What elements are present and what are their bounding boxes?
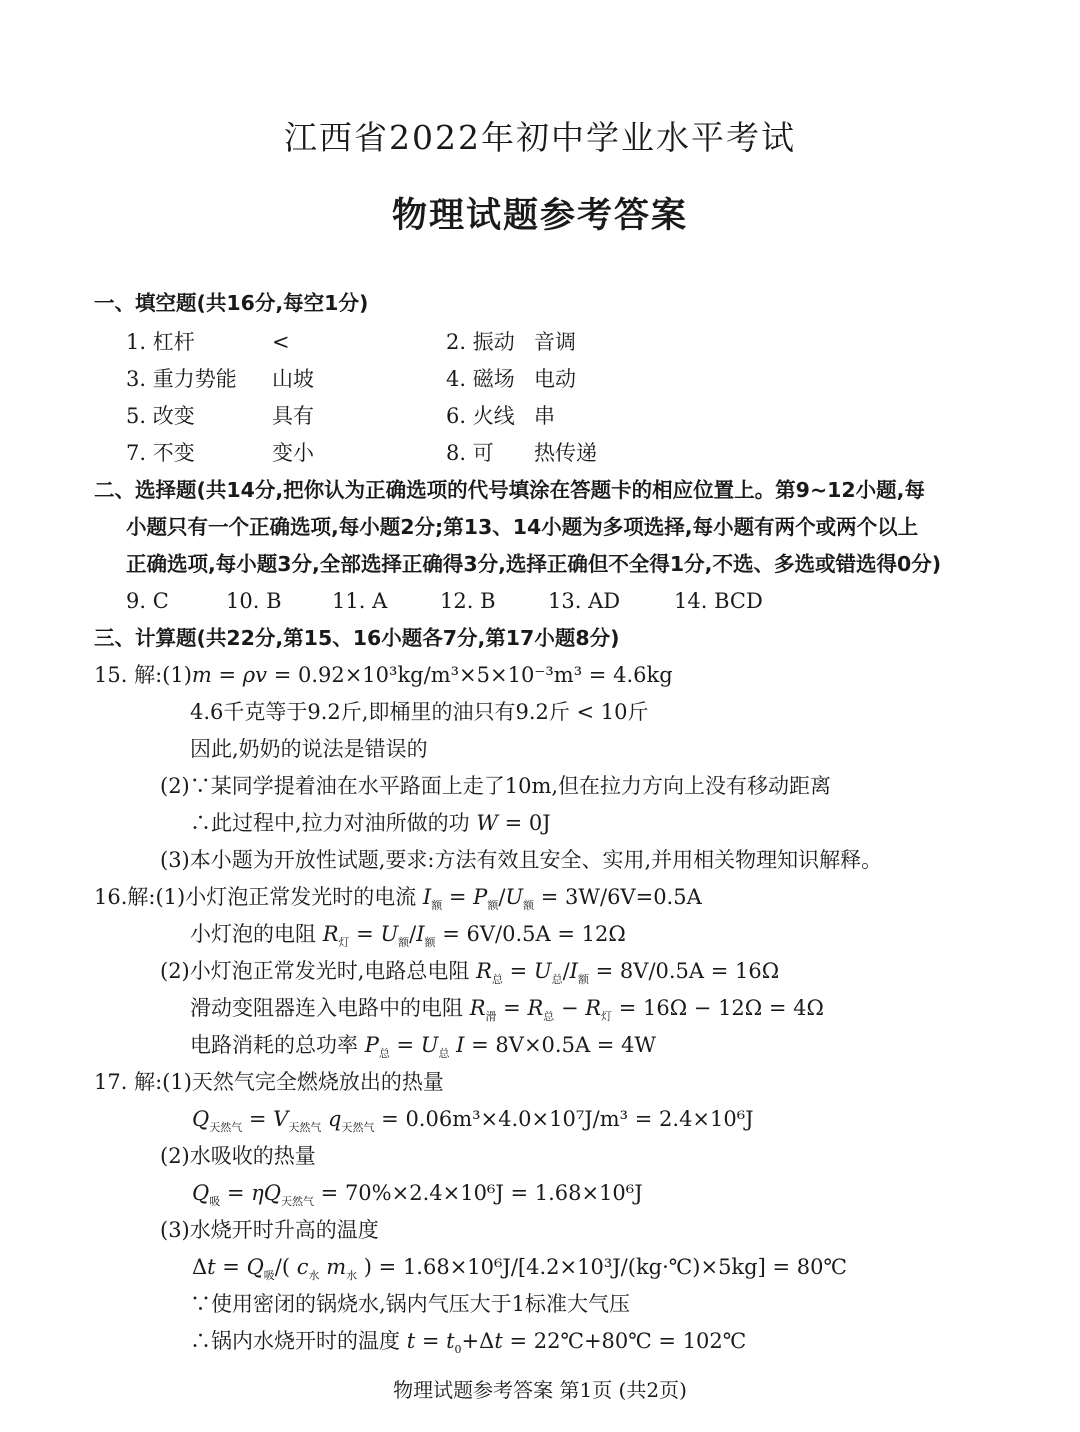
exam-title: 江西省2022年初中学业水平考试 xyxy=(284,118,796,157)
q15-line5: ∴此过程中,拉力对油所做的功 W = 0J xyxy=(190,811,551,835)
q15-line6: (3)本小题为开放性试题,要求:方法有效且安全、实用,并用相关物理知识解释。 xyxy=(160,848,883,872)
q17-line3: (2)水吸收的热量 xyxy=(160,1144,316,1168)
answer-1b: < xyxy=(272,330,290,354)
choice-answer-13: 13. AD xyxy=(548,589,621,613)
choice-answer-9: 9. C xyxy=(126,589,169,613)
q15-line1: 15. 解:(1)m = ρv = 0.92×10³kg/m³×5×10⁻³m³ = 4.6kg xyxy=(94,663,673,687)
q16-line1: 16.解:(1)小灯泡正常发光时的电流 $I_额 = P_额/U_额 = 3W/6V=0.5A$ xyxy=(94,885,702,913)
answer-1: 1. 杠杆 xyxy=(126,330,195,354)
answer-8b: 热传递 xyxy=(534,441,597,465)
choice-answer-12: 12. B xyxy=(440,589,496,613)
section1-heading: 一、填空题(共16分,每空1分) xyxy=(94,291,369,315)
answer-6: 6. 火线 xyxy=(446,404,515,428)
answer-7: 7. 不变 xyxy=(126,441,195,465)
q17-line5: (3)水烧开时升高的温度 xyxy=(160,1218,379,1242)
q17-line6: $\Delta t = Q_吸/$( $c_水$ $m_水$ ) = 1.68×10⁶J/[4.2×10³J/(kg·℃)×5kg] = 80℃ xyxy=(192,1255,847,1283)
q17-line4: $Q_吸 = \eta Q_{天然气} = 70\%\times 2.4\times 10^6J = 1.68\times 10^6J$ xyxy=(192,1181,643,1209)
answer-4b: 电动 xyxy=(534,367,576,391)
section3-heading: 三、计算题(共22分,第15、16小题各7分,第17小题8分) xyxy=(94,626,620,650)
q16-line2: 小灯泡的电阻 $R_灯 = U_额/I_额 = 6V/0.5A = 12\Omega$ xyxy=(190,922,626,950)
answer-5b: 具有 xyxy=(272,404,314,428)
q15-line2: 4.6千克等于9.2斤,即桶里的油只有9.2斤 < 10斤 xyxy=(190,700,649,724)
q15-line3: 因此,奶奶的说法是错误的 xyxy=(190,737,428,761)
q17-line7: ∵使用密闭的锅烧水,锅内气压大于1标准大气压 xyxy=(190,1292,631,1316)
answer-2: 2. 振动 xyxy=(446,330,515,354)
section2-heading-line2: 小题只有一个正确选项,每小题2分;第13、14小题为多项选择,每小题有两个或两个以上 xyxy=(126,515,919,539)
answer-6b: 串 xyxy=(534,404,555,428)
choice-answer-11: 11. A xyxy=(332,589,388,613)
page-footer: 物理试题参考答案 第1页 (共2页) xyxy=(393,1378,687,1402)
section2-heading-line3: 正确选项,每小题3分,全部选择正确得3分,选择正确但不全得1分,不选、多选或错选得0分) xyxy=(126,552,942,576)
page-title: 物理试题参考答案 xyxy=(391,196,688,236)
answer-3: 3. 重力势能 xyxy=(126,367,237,391)
answer-3b: 山坡 xyxy=(272,367,314,391)
choice-answer-10: 10. B xyxy=(226,589,282,613)
answer-4: 4. 磁场 xyxy=(446,367,515,391)
section2-heading-line1: 二、选择题(共14分,把你认为正确选项的代号填涂在答题卡的相应位置上。第9~12小题,每 xyxy=(94,478,925,502)
q16-line5: 电路消耗的总功率 $P_总 = U_总$ I = 8V×0.5A = 4W xyxy=(190,1033,657,1061)
answer-5: 5. 改变 xyxy=(126,404,195,428)
q16-line3: (2)小灯泡正常发光时,电路总电阻 $R_总 = U_总/I_额 = 8V/0.5A = 16\Omega$ xyxy=(160,959,780,987)
q17-line1: 17. 解:(1)天然气完全燃烧放出的热量 xyxy=(94,1070,444,1094)
q15-line4: (2)∵某同学提着油在水平路面上走了10m,但在拉力方向上没有移动距离 xyxy=(160,774,832,798)
answer-7b: 变小 xyxy=(272,441,314,465)
q17-line8: ∴锅内水烧开时的温度 $t = t_0+\Delta t$ = 22℃+80℃ = 102℃ xyxy=(190,1329,747,1357)
choice-answer-14: 14. BCD xyxy=(674,589,763,613)
q17-line2: $Q_{天然气} = V_{天然气}$ $q_{天然气} = 0.06m^3\times 4.0\times 10^7J/m^3 = 2.4\times 10^6J$ xyxy=(192,1107,754,1135)
q16-line4: 滑动变阻器连入电路中的电阻 $R_滑 = R_总 - R_灯 = 16\Omega - 12\Omega = 4\Omega$ xyxy=(190,996,824,1024)
answer-2b: 音调 xyxy=(534,330,576,354)
answer-8: 8. 可 xyxy=(446,441,494,465)
